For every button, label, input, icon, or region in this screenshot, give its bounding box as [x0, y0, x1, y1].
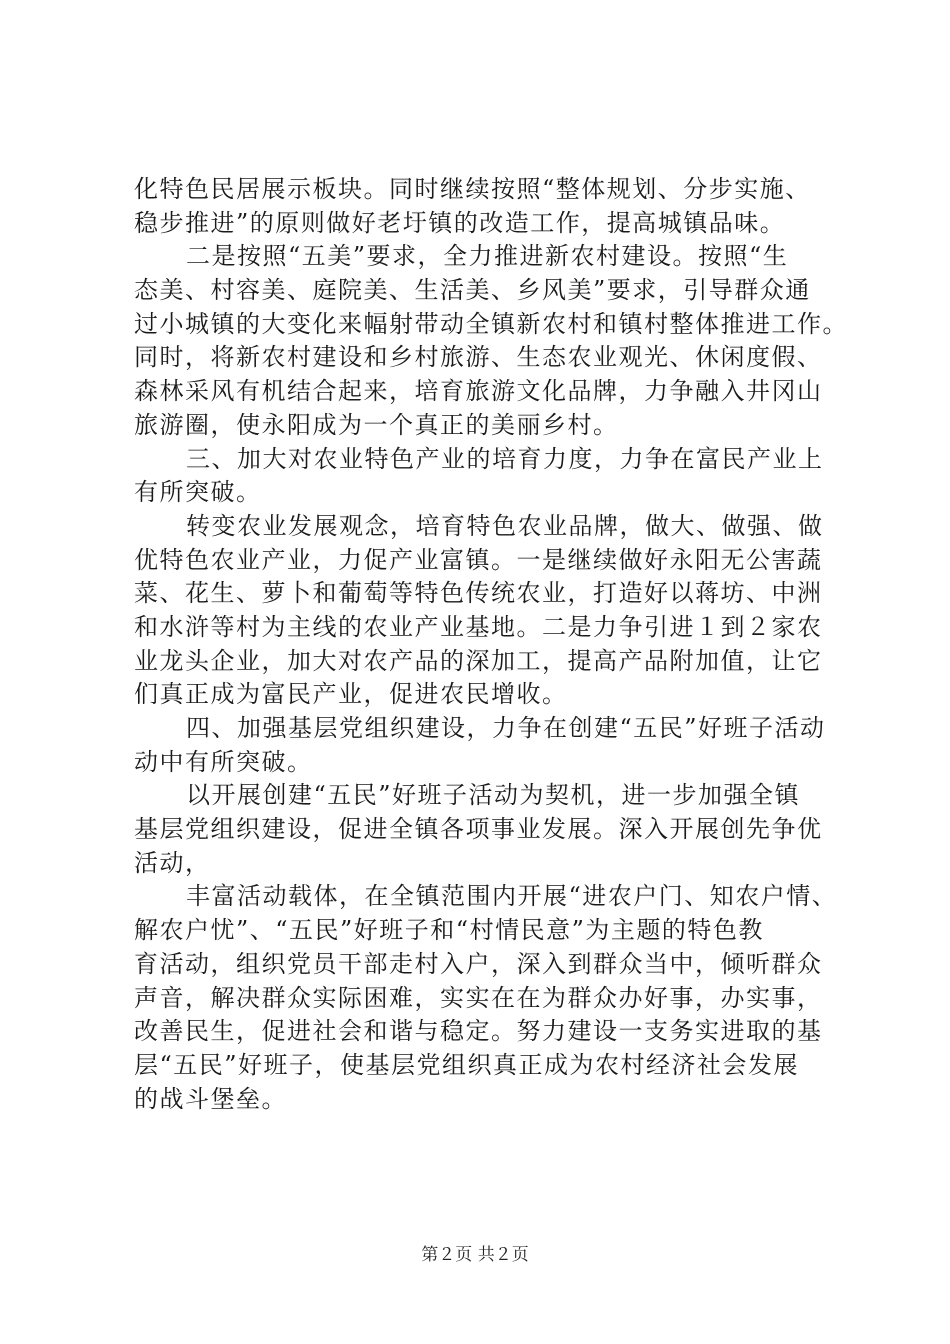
- text-line: 二是按照“五美”要求，全力推进新农村建设。按照“生: [186, 242, 789, 271]
- text-line: 三、加大对农业特色产业的培育力度，力争在富民产业上: [186, 444, 824, 473]
- text-line: 态美、村容美、庭院美、生活美、乡风美”要求，引导群众通: [134, 276, 811, 305]
- text-line: 和水浒等村为主线的农业产业基地。二是力争引进１到２家农: [134, 612, 823, 641]
- text-line: 同时，将新农村建设和乡村旅游、生态农业观光、休闲度假、: [134, 343, 823, 372]
- text-line: 以开展创建“五民”好班子活动为契机，进一步加强全镇: [186, 781, 801, 810]
- text-line: 有所突破。: [134, 478, 262, 507]
- text-line: 转变农业发展观念，培育特色农业品牌，做大、做强、做: [186, 511, 824, 540]
- text-line: 声音，解决群众实际困难，实实在在为群众办好事，办实事，: [134, 983, 823, 1012]
- text-line: 旅游圈，使永阳成为一个真正的美丽乡村。: [134, 410, 619, 439]
- text-line: 动中有所突破。: [134, 747, 313, 776]
- text-line: 森林采风有机结合起来，培育旅游文化品牌，力争融入井冈山: [134, 377, 823, 406]
- text-line: 活动，: [134, 848, 211, 877]
- text-line: 过小城镇的大变化来幅射带动全镇新农村和镇村整体推进工作。: [134, 309, 848, 338]
- text-line: 改善民生，促进社会和谐与稳定。努力建设一支务实进取的基: [134, 1017, 823, 1046]
- text-line: 基层党组织建设，促进全镇各项事业发展。深入开展创先争优: [134, 815, 823, 844]
- text-line: 的战斗堡垒。: [134, 1084, 287, 1113]
- text-line: 丰富活动载体，在全镇范围内开展“进农户门、知农户情、: [186, 882, 838, 911]
- text-line: 化特色民居展示板块。同时继续按照“整体规划、分步实施、: [134, 175, 811, 203]
- text-line: 层“五民”好班子，使基层党组织真正成为农村经济社会发展: [134, 1050, 800, 1079]
- text-line: 菜、花生、萝卜和葡萄等特色传统农业，打造好以蒋坊、中洲: [134, 579, 823, 608]
- text-line: 育活动，组织党员干部走村入户，深入到群众当中，倾听群众: [134, 949, 823, 978]
- text-line: 业龙头企业，加大对农产品的深加工，提高产品附加值，让它: [134, 646, 823, 675]
- text-line: 稳步推进”的原则做好老圩镇的改造工作，提高城镇品味。: [134, 208, 786, 237]
- document-body: [134, 173, 848, 1116]
- text-line: 们真正成为富民产业，促进农民增收。: [134, 680, 568, 709]
- text-line: 四、加强基层党组织建设，力争在创建“五民”好班子活动: [186, 714, 826, 742]
- text-line: 优特色农业产业，力促产业富镇。一是继续做好永阳无公害蔬: [134, 545, 823, 574]
- text-line: 解农户忧”、“五民”好班子和“村情民意”为主题的特色教: [134, 916, 764, 945]
- page-number-footer: 第２页 共２页: [421, 1245, 529, 1265]
